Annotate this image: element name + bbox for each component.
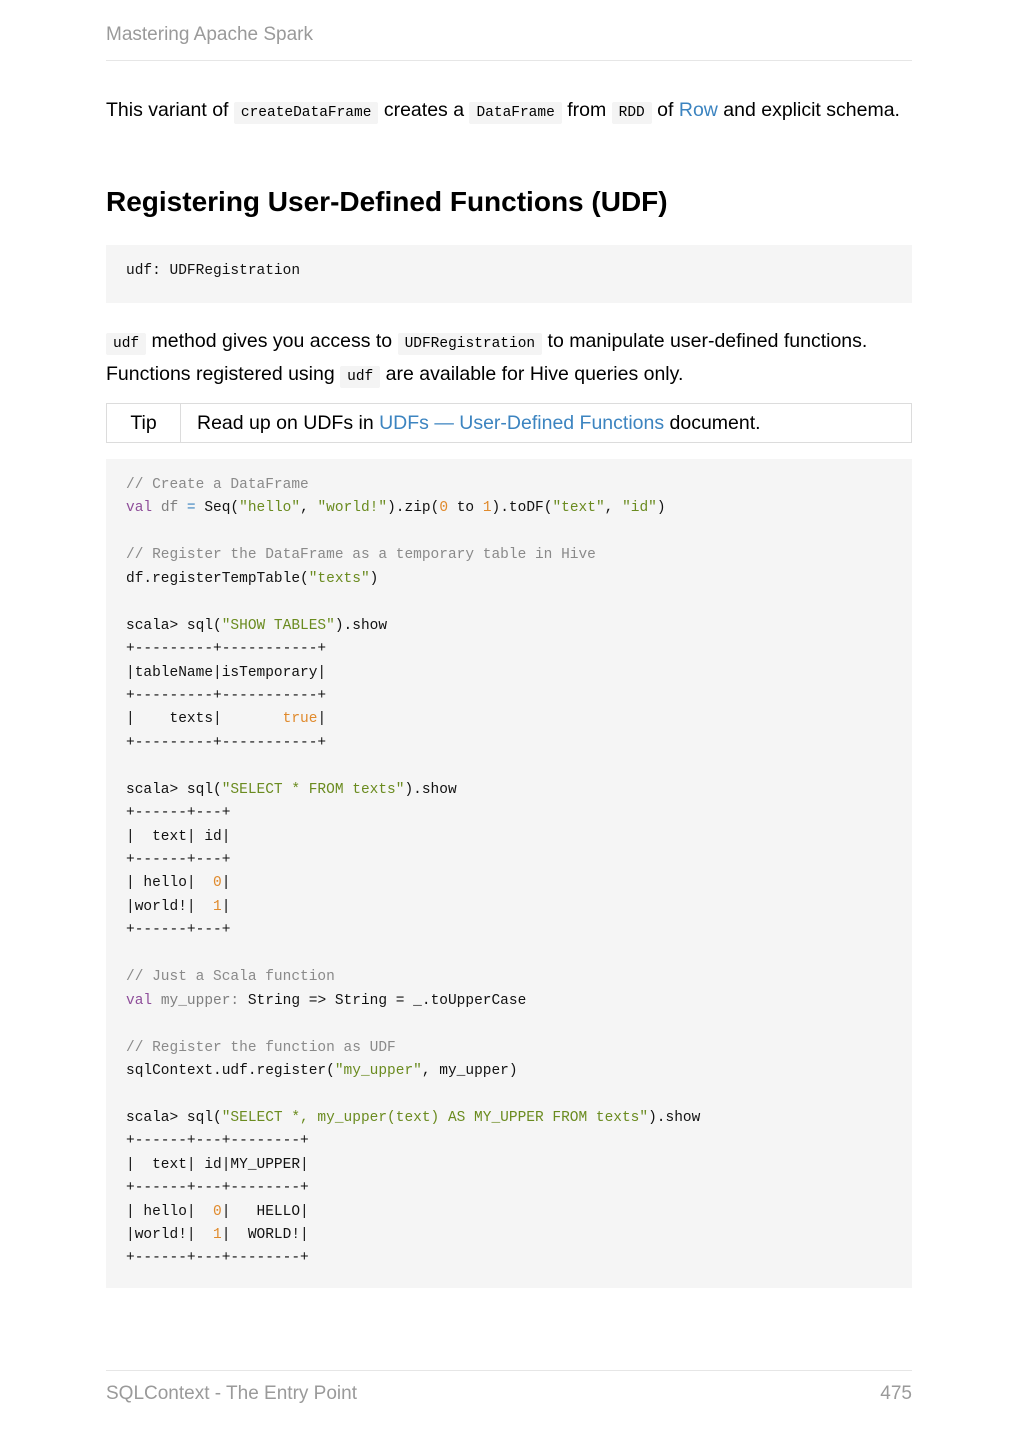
code-token: scala> sql( [126, 1109, 222, 1126]
inline-code: RDD [612, 102, 652, 124]
description-text: to manipulate user-defined functions. Functions registered using [106, 330, 868, 385]
code-line [126, 685, 892, 708]
footer-chapter-title: SQLContext - The Entry Point [106, 1383, 357, 1404]
code-token: 0 [213, 875, 222, 892]
code-token: | [317, 711, 327, 728]
code-line [126, 919, 892, 942]
intro-text: This variant of [106, 99, 234, 121]
code-line [126, 1247, 892, 1270]
section-heading: Registering User-Defined Functions (UDF) [106, 186, 668, 217]
code-token: ).toDF( [491, 500, 553, 517]
code-line [126, 966, 892, 989]
code-line [126, 896, 892, 919]
code-token: | text| id| [126, 828, 231, 845]
description-paragraph [106, 326, 912, 392]
code-token: | [221, 898, 231, 915]
intro-text: and explicit schema. [717, 99, 900, 121]
code-token: my_upper: [160, 992, 240, 1009]
code-token: , my_upper) [421, 1062, 518, 1079]
code-token: 1 [213, 898, 222, 915]
code-token: "SHOW TABLES" [221, 617, 335, 634]
code-token: , [300, 500, 318, 517]
code-line [126, 1154, 892, 1177]
inline-code: UDFRegistration [398, 333, 543, 355]
code-token: +------+---+ [126, 852, 231, 868]
code-line [126, 1201, 892, 1224]
inline-code: createDataFrame [234, 102, 379, 124]
code-line [126, 638, 892, 661]
code-line [126, 1177, 892, 1200]
example-code-block [106, 459, 912, 1288]
page-number: 475 [880, 1383, 912, 1404]
code-token: |tableName|isTemporary| [126, 664, 327, 681]
code-token: val [126, 992, 153, 1009]
tip-admonition [106, 403, 912, 443]
code-token: +---------+-----------+ [126, 734, 327, 751]
code-token: // Just a Scala function [126, 969, 335, 986]
code-token: df [160, 500, 179, 517]
code-token: ) [369, 570, 379, 587]
code-token [178, 500, 187, 516]
code-line [126, 497, 892, 520]
code-token: ).show [334, 617, 388, 634]
code-token: scala> sql( [126, 617, 222, 634]
code-token: | WORLD!| [221, 1227, 309, 1243]
code-token: Seq( [195, 500, 240, 517]
code-token: to [448, 500, 483, 517]
code-token: sqlContext.udf.register( [126, 1062, 335, 1079]
code-token: , [604, 500, 623, 517]
row-link[interactable]: Row [678, 99, 718, 121]
code-line [126, 826, 892, 849]
code-token: df.registerTempTable( [126, 570, 309, 587]
code-token: true [282, 711, 318, 728]
running-header: Mastering Apache Spark [106, 24, 314, 45]
code-token: +------+---+--------+ [126, 1180, 309, 1197]
code-token: | HELLO| [221, 1203, 309, 1220]
code-token: | texts| [126, 711, 283, 728]
tip-text: document. [664, 411, 761, 434]
intro-text: from [561, 99, 612, 121]
code-token: |world!| [126, 898, 214, 915]
code-token: 1 [482, 500, 492, 517]
code-token: | hello| [126, 1203, 214, 1220]
code-token: +---------+-----------+ [126, 641, 327, 658]
code-line [126, 708, 892, 731]
intro-text: creates a [378, 99, 470, 121]
signature-code-block [106, 245, 912, 303]
code-token: ).zip( [387, 500, 440, 517]
code-token: scala> sql( [126, 781, 222, 798]
code-token: ).show [648, 1109, 701, 1126]
code-token: 0 [213, 1203, 222, 1220]
code-token: ) [656, 500, 666, 517]
intro-text: of [651, 99, 679, 121]
code-token: "hello" [239, 500, 301, 517]
code-token: "SELECT *, my_upper(text) AS MY_UPPER FROM texts" [221, 1109, 649, 1126]
code-token: = [186, 500, 196, 517]
code-token: | hello| [126, 875, 214, 892]
code-line [126, 568, 892, 591]
code-token: +------+---+ [126, 922, 231, 939]
code-line [126, 990, 892, 1013]
code-line [126, 521, 892, 544]
intro-paragraph [106, 95, 912, 128]
code-token: // Register the DataFrame as a temporary table in Hive [126, 547, 596, 564]
code-line [126, 779, 892, 802]
code-token: val [126, 500, 153, 517]
code-token [152, 993, 161, 1009]
code-line [126, 615, 892, 638]
description-text: method gives you access to [146, 330, 398, 352]
code-token: 0 [439, 500, 449, 517]
code-token: | text| id|MY_UPPER| [126, 1156, 309, 1173]
code-token: +---------+-----------+ [126, 687, 327, 704]
code-token [152, 500, 161, 516]
code-line [126, 662, 892, 685]
code-line [126, 591, 892, 614]
code-token: "text" [552, 500, 605, 517]
code-token: |world!| [126, 1227, 214, 1243]
code-line [126, 849, 892, 872]
code-line [126, 1013, 892, 1036]
code-token: "my_upper" [334, 1062, 422, 1079]
code-token: String => String = _.toUpperCase [239, 992, 527, 1009]
inline-code: udf [340, 366, 380, 388]
code-token: "id" [622, 500, 657, 517]
code-token: // Register the function as UDF [126, 1039, 396, 1056]
footer-divider [106, 1370, 912, 1371]
tip-text: Read up on UDFs in [197, 411, 380, 434]
code-line [126, 802, 892, 825]
code-line [126, 943, 892, 966]
code-token: "SELECT * FROM texts" [221, 781, 405, 798]
code-line [126, 1060, 892, 1083]
code-line [126, 544, 892, 567]
tip-label: Tip [107, 404, 181, 442]
code-line [126, 872, 892, 895]
description-text: are available for Hive queries only. [380, 363, 684, 385]
code-token: // Create a DataFrame [126, 477, 309, 493]
code-line [126, 1130, 892, 1153]
code-token: "texts" [308, 570, 370, 587]
code-line [126, 1224, 892, 1247]
tip-content [181, 412, 761, 435]
code-line [126, 732, 892, 755]
code-token: +------+---+--------+ [126, 1133, 309, 1150]
code-line [126, 1083, 892, 1106]
header-divider [106, 60, 912, 61]
code-line [126, 474, 892, 497]
code-line [126, 755, 892, 778]
udfs-doc-link[interactable]: UDFs — User-Defined Functions [379, 411, 665, 434]
code-token: +------+---+--------+ [126, 1250, 309, 1267]
code-token: +------+---+ [126, 805, 231, 822]
inline-code: udf [106, 333, 146, 355]
code-line: udf: UDFRegistration [126, 263, 301, 279]
code-token: | [221, 875, 231, 892]
inline-code: DataFrame [469, 102, 561, 124]
code-token: 1 [213, 1227, 222, 1243]
code-line [126, 1107, 892, 1130]
code-line [126, 1037, 892, 1060]
code-token: "world!" [317, 500, 388, 517]
code-token: ).show [404, 781, 457, 798]
